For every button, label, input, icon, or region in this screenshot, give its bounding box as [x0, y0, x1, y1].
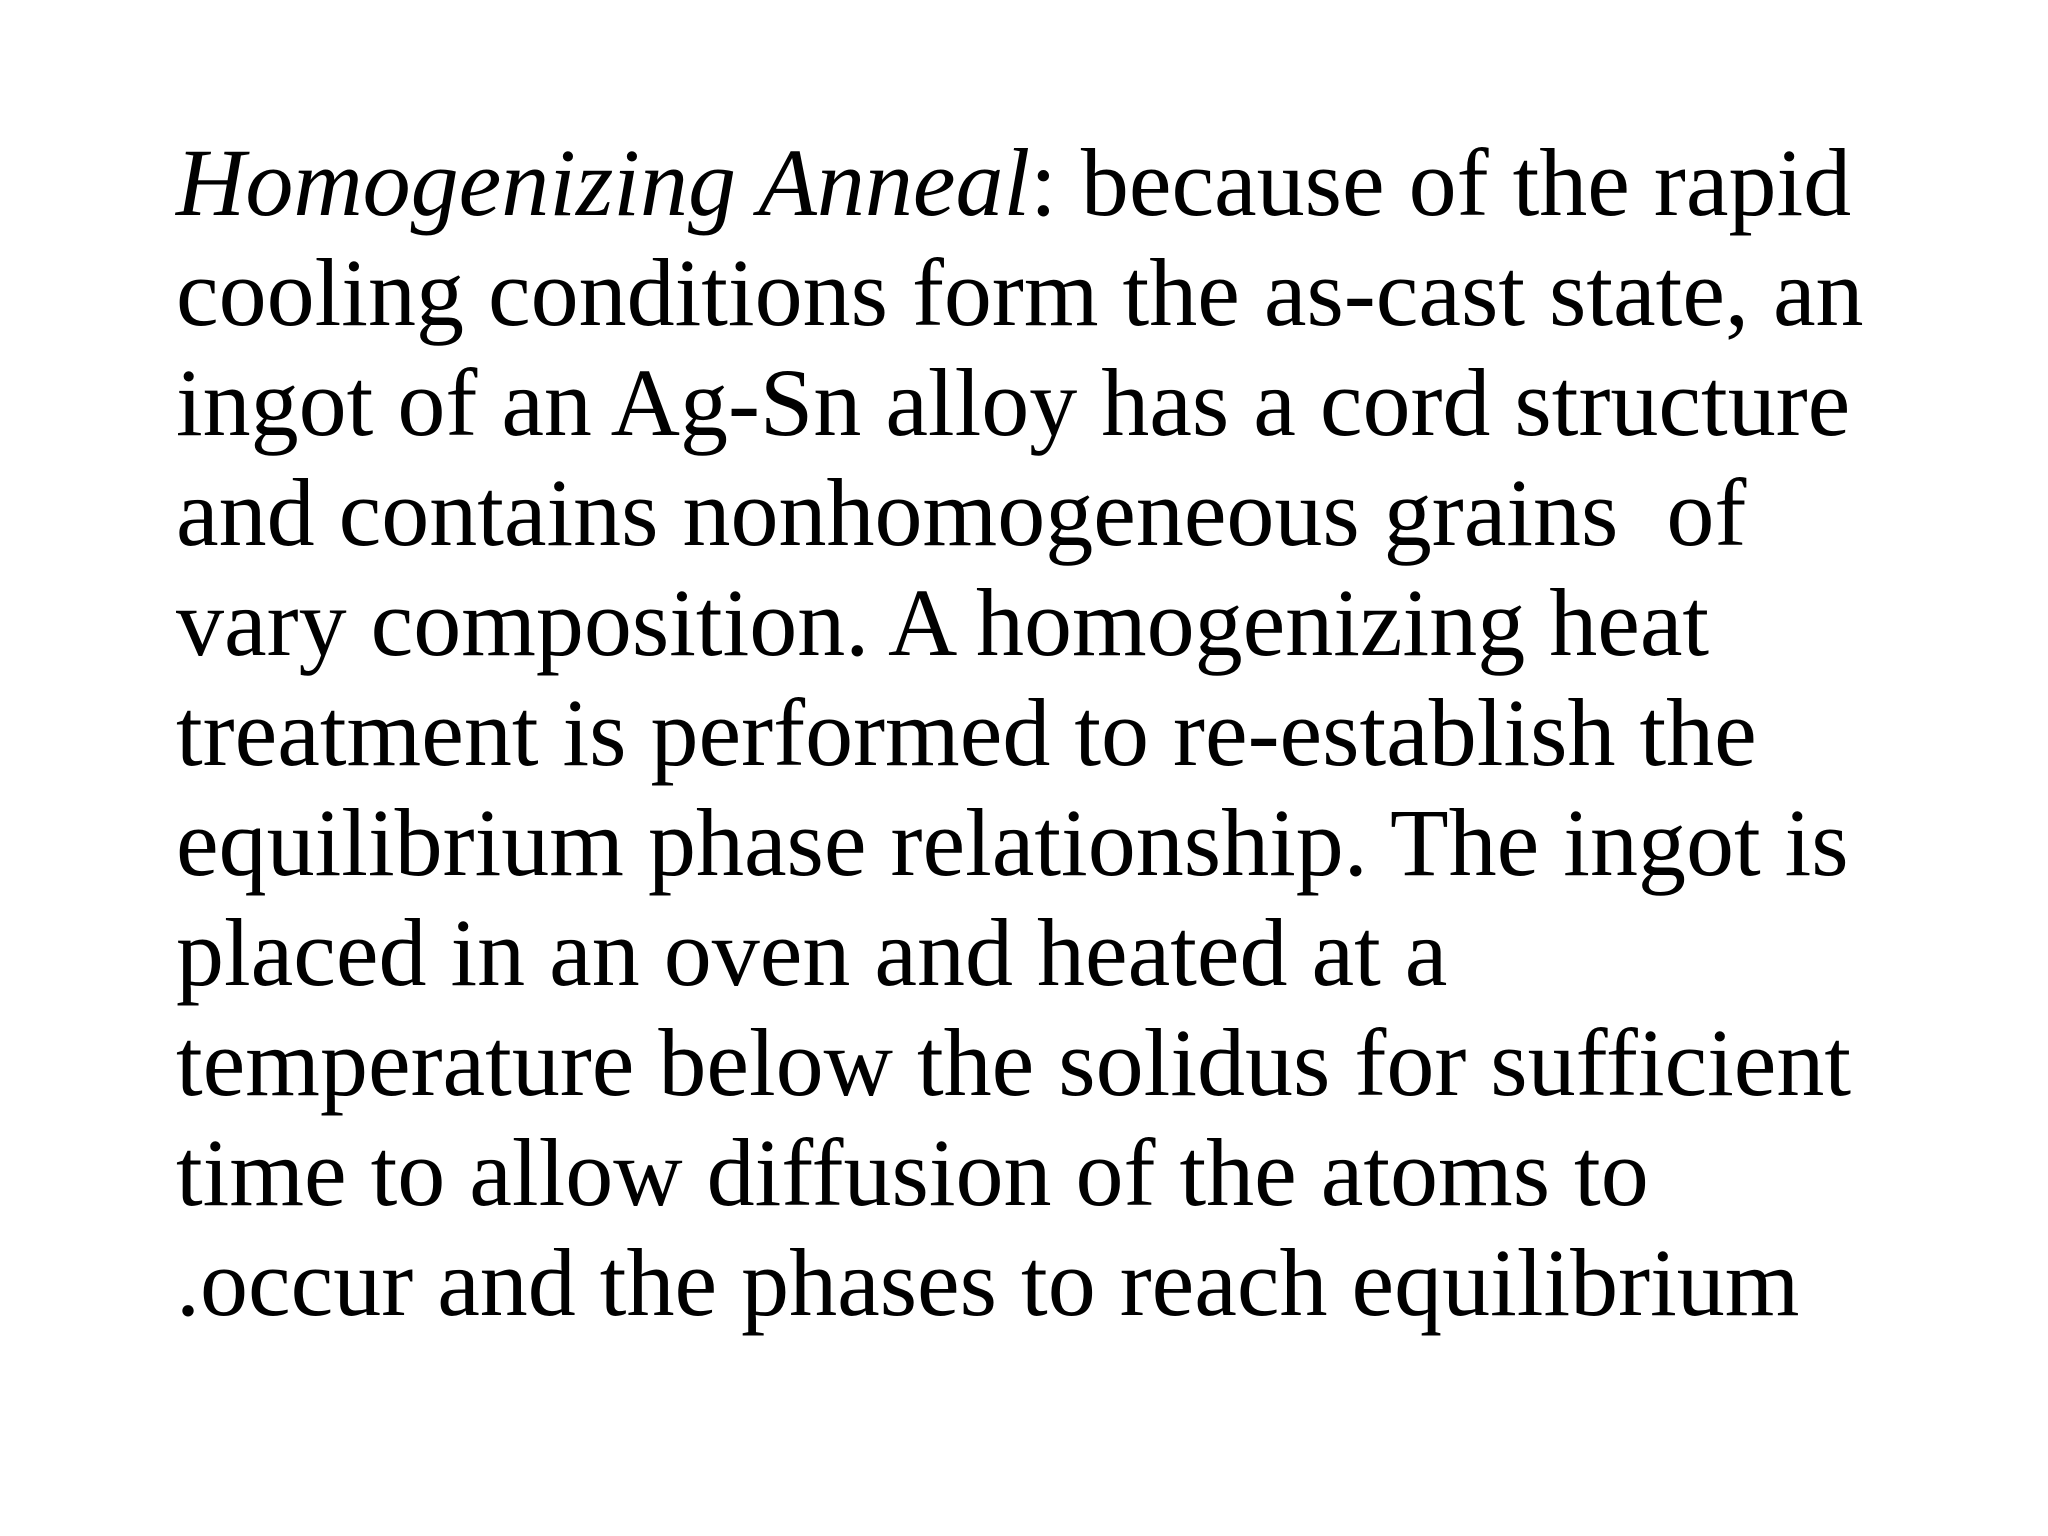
body-paragraph [176, 128, 1876, 1338]
paragraph-line-1 [176, 128, 1876, 238]
term-heading: Homogenizing Anneal [176, 129, 1031, 236]
paragraph-line-9: temperature below the solidus for sufficient [176, 1009, 1852, 1116]
paragraph-line-2: cooling conditions form the as-cast state, an [176, 239, 1864, 346]
line-1-text: : because of the rapid [1030, 129, 1852, 236]
paragraph-line-6: treatment is performed to re-establish the [176, 679, 1757, 786]
paragraph-line-7: equilibrium phase relationship. The ingot is [176, 789, 1849, 896]
paragraph-line-11: .occur and the phases to reach equilibrium [176, 1229, 1800, 1336]
paragraph-line-3: ingot of an Ag-Sn alloy has a cord structure [176, 349, 1851, 456]
paragraph-line-8: placed in an oven and heated at a [176, 899, 1448, 1006]
paragraph-line-4: and contains nonhomogeneous grains of [176, 459, 1747, 566]
paragraph-line-5: vary composition. A homogenizing heat [176, 569, 1710, 676]
paragraph-line-10: time to allow diffusion of the atoms to [176, 1119, 1649, 1226]
